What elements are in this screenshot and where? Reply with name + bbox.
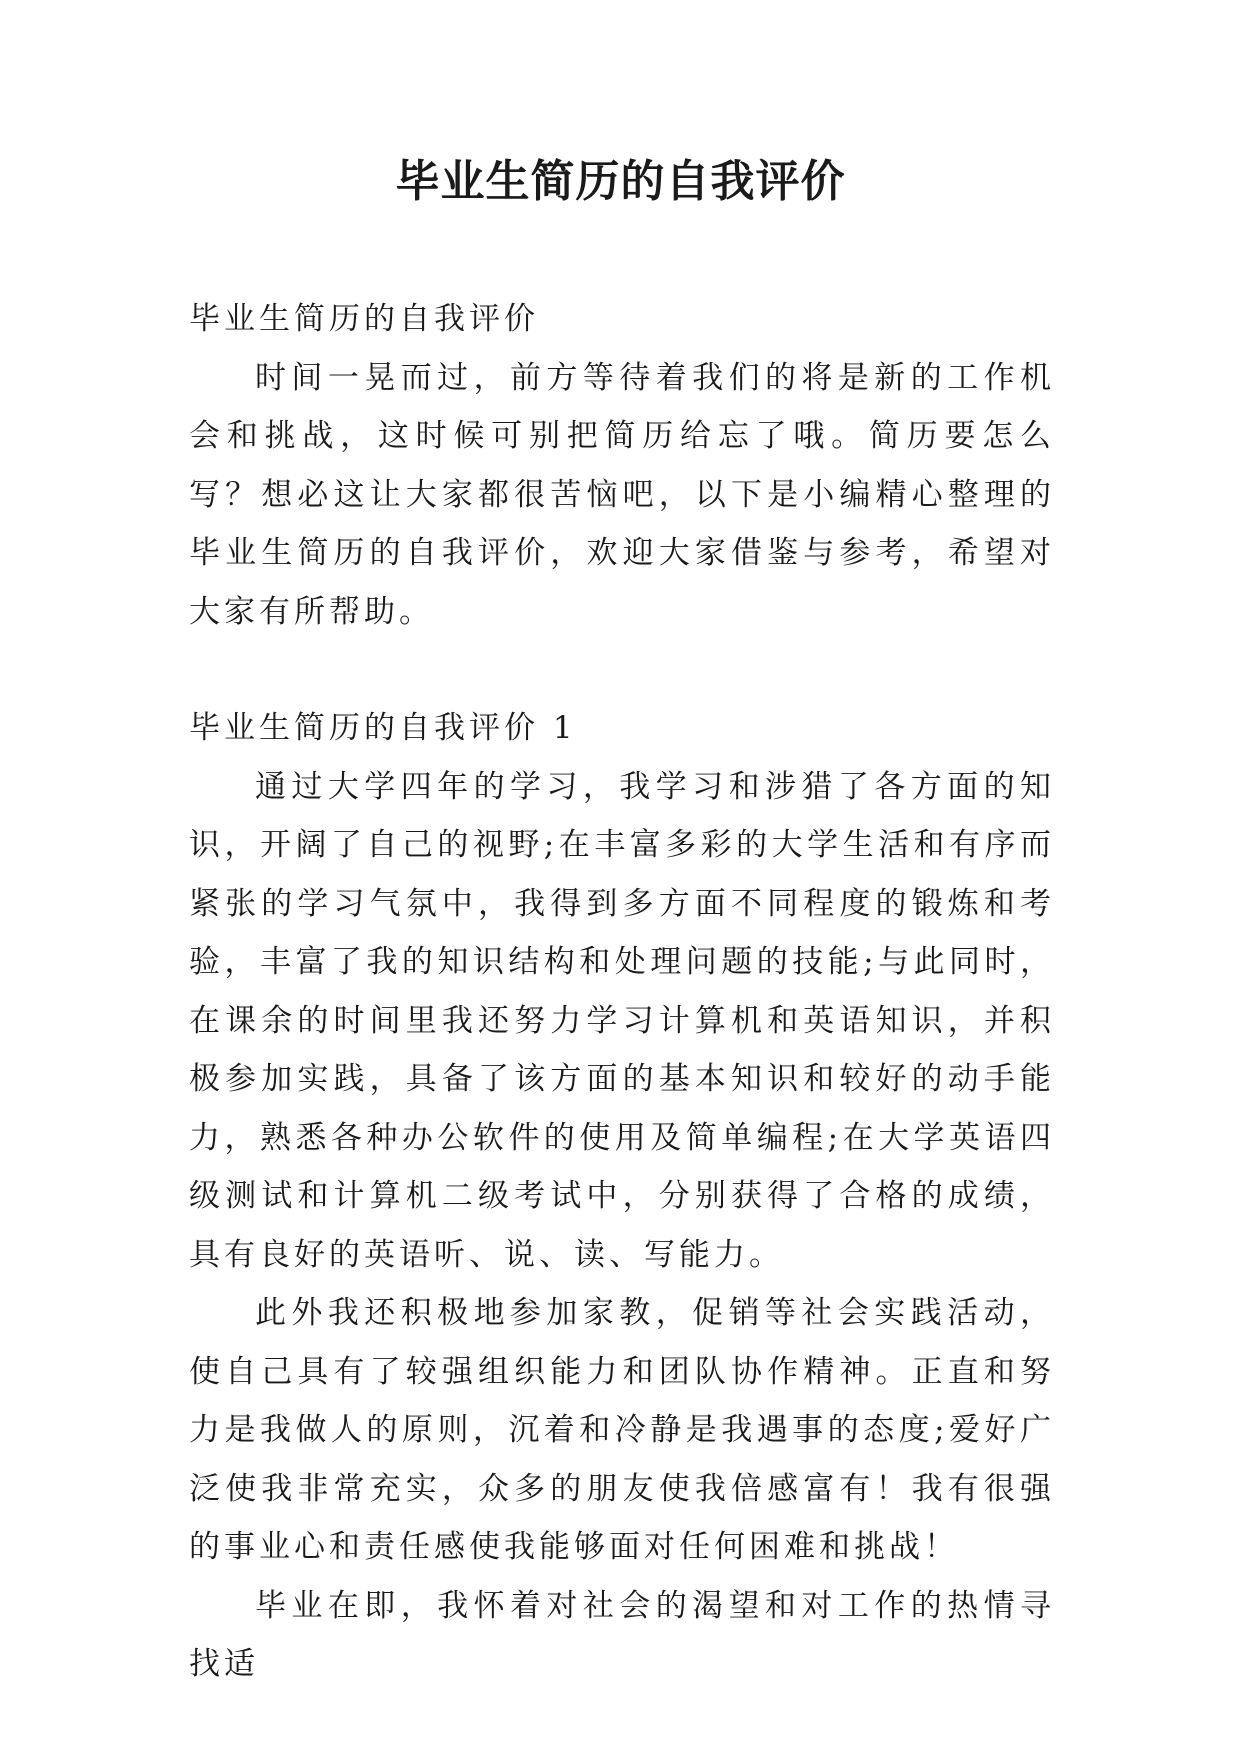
section-spacer bbox=[189, 641, 1055, 699]
document-title: 毕业生简历的自我评价 bbox=[395, 156, 846, 207]
document-body bbox=[189, 290, 1055, 1694]
section1-paragraph-2: 此外我还积极地参加家教，促销等社会实践活动，使自己具有了较强组织能力和团队协作精神。正直和努力是我做人的原则，沉着和冷静是我遇事的态度;爱好广泛使我非常充实，众多的朋友使我倍感富有！我有很强的事业心和责任感使我能够面对任何困难和挑战！ bbox=[189, 1295, 1055, 1565]
section1-paragraph-1: 通过大学四年的学习，我学习和涉猎了各方面的知识，开阔了自己的视野;在丰富多彩的大学生活和有序而紧张的学习气氛中，我得到多方面不同程度的锻炼和考验，丰富了我的知识结构和处理问题的技能;与此同时，在课余的时间里我还努力学习计算机和英语知识，并积极参加实践，具备了该方面的基本知识和较好的动手能力，熟悉各种办公软件的使用及简单编程;在大学英语四级测试和计算机二级考试中，分别获得了合格的成绩，具有良好的英语听、说、读、写能力。 bbox=[189, 768, 1055, 1273]
section1-heading: 毕业生简历的自我评价 1 bbox=[189, 710, 577, 746]
intro-paragraph: 时间一晃而过，前方等待着我们的将是新的工作机会和挑战，这时候可别把简历给忘了哦。简历要怎么写？想必这让大家都很苦恼吧，以下是小编精心整理的毕业生简历的自我评价，欢迎大家借鉴与参考，希望对大家有所帮助。 bbox=[189, 359, 1055, 630]
section1-paragraph-3: 毕业在即，我怀着对社会的渴望和对工作的热情寻找适 bbox=[189, 1587, 1055, 1682]
intro-heading: 毕业生简历的自我评价 bbox=[189, 301, 539, 337]
